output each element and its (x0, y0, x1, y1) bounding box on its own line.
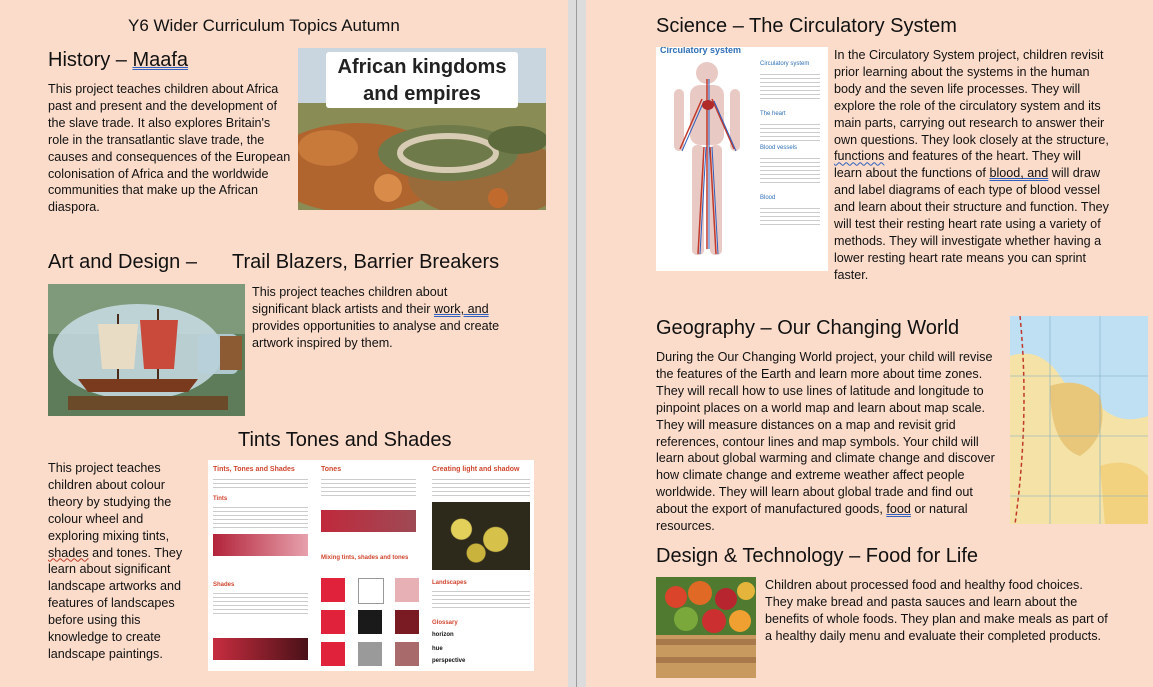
poster-col3-title: Creating light and shadow (432, 466, 520, 473)
science-text-part1: In the Circulatory System project, children revisit prior learning about the systems in the human body and the seven life processes. They will explore the role of the circulatory system and its main parts, carrying out research to answer their own questions. They look closely at the structure, (834, 48, 1109, 147)
poster-apples-image (432, 502, 530, 570)
diagram-label2: The heart (760, 111, 786, 117)
map-illustration (1010, 316, 1148, 524)
poster-col3-sub1: Landscapes (432, 580, 467, 586)
ship-in-bottle-illustration (48, 284, 245, 416)
circulatory-system-image (656, 47, 828, 271)
science-heading: Science – The Circulatory System (656, 15, 957, 37)
poster-text-block (432, 476, 530, 498)
poster-col1-sub2: Shades (213, 582, 235, 588)
poster-colour-square (395, 610, 419, 634)
poster-text-block (213, 504, 308, 530)
science-text-flagged1: functions (834, 149, 885, 164)
diagram-label1: Circulatory system (760, 61, 810, 67)
diagram-label3: Blood vessels (760, 145, 798, 151)
poster-colour-square (395, 642, 419, 666)
tints-poster (208, 460, 534, 671)
history-heading-prefix: History – (48, 49, 133, 71)
science-text-part2: and features of the heart. They will learn about the functions of (834, 149, 1081, 181)
diagram-text-block (760, 155, 820, 185)
african-kingdoms-image (298, 48, 546, 210)
diagram-text-block (760, 71, 820, 101)
poster-colour-square (358, 578, 384, 604)
poster-colour-square (321, 610, 345, 634)
science-text-flagged2: blood, and (989, 166, 1049, 181)
poster-col1-sub1: Tints (213, 496, 228, 502)
poster-colour-square (358, 610, 382, 634)
art-heading-topic: Trail Blazers, Barrier Breakers (232, 251, 500, 273)
tints-text-part2: and tones. They learn about significant landscape artworks and features of landscapes before using this knowledge to create landscape paintings. (48, 545, 183, 661)
poster-col2-sub: Mixing tints, shades and tones (321, 555, 409, 561)
art-text-part2: provides opportunities to analyse and create artwork inspired by them. (252, 318, 500, 350)
poster-glossary-term: perspective (432, 658, 466, 664)
dt-text: Children about processed food and healthy food choices. They make bread and pasta sauces and learn about the benefits of whole foods. They plan and make meals as part of a healthy daily menu and evaluate their completed products. (765, 578, 1108, 643)
image-caption (326, 54, 518, 108)
poster-tints-swatch (213, 534, 308, 556)
diagram-label4: Blood (760, 195, 776, 201)
body-diagram (662, 59, 752, 267)
tints-text-part1: This project teaches children about colour theory by studying the colour wheel and exploring mixing tints, (48, 461, 172, 543)
history-text: This project teaches children about Africa past and present and the development of the slave trade. It also explores Britain's role in the transatlantic slave trade, the causes and consequences of the European colonisation of Africa and the worldwide communities that make up the African diaspora. (48, 82, 291, 215)
science-text (834, 47, 1110, 284)
geography-text-flagged: food (886, 502, 911, 517)
poster-col2-title: Tones (321, 466, 342, 473)
left-page[interactable] (0, 0, 568, 687)
diagram-title: Circulatory system (660, 47, 742, 55)
poster-colour-square (358, 642, 382, 666)
geography-text-part1: During the Our Changing World project, your child will revise the features of the Earth and learn more about time zones. They will recall how to use lines of latitude and longitude to pinpoint places on a world map and learn about map scale. They will measure distances on a map and revisit grid references, contour lines and map symbols. Your child will learn about global warming and climate change and discover how climate change and extreme weather affect people worldwide. They will learn about global trade and find out about the export of manufactured goods, (656, 350, 995, 517)
poster-col1-title: Tints, Tones and Shades (213, 466, 295, 473)
page-separator (576, 0, 577, 687)
poster-text-block (213, 476, 308, 490)
geography-text-part2: or natural resources. (656, 502, 968, 534)
poster-col3-sub2: Glossary (432, 620, 458, 626)
poster-glossary-term: horizon (432, 632, 454, 638)
poster-text-block (213, 590, 308, 616)
diagram-text-block (760, 205, 820, 227)
art-heading-prefix: Art and Design – (48, 251, 197, 273)
ship-in-bottle-image (48, 284, 245, 416)
food-crate-illustration (656, 577, 756, 678)
art-text-flagged: work, and (434, 301, 489, 316)
food-crate-image (656, 577, 756, 678)
poster-colour-square (395, 578, 419, 602)
geography-heading: Geography – Our Changing World (656, 317, 960, 339)
dt-heading: Design & Technology – Food for Life (656, 545, 979, 567)
poster-colour-square (321, 642, 345, 666)
image-caption-line1: African kingdoms (337, 56, 507, 78)
diagram-text-block (760, 121, 820, 143)
page-gutter (568, 0, 586, 687)
image-caption-line2: and empires (363, 83, 481, 105)
poster-shades-swatch (213, 638, 308, 660)
document-title: Y6 Wider Curriculum Topics Autumn (128, 16, 400, 35)
tints-text-flagged: shades (48, 545, 89, 560)
art-text (252, 284, 502, 352)
history-heading (48, 48, 188, 72)
poster-glossary-term: hue (432, 646, 443, 652)
science-text-part3: will draw and label diagrams of each type of blood vessel and learn about their structure and function. They will test their resting heart rate using a variety of methods. They will investigate whether having a lower resting heart rate means you can sprint faster. (834, 166, 1109, 282)
right-page[interactable] (586, 0, 1153, 687)
poster-colour-square (321, 578, 345, 602)
geography-text (656, 349, 1002, 535)
tints-text (48, 460, 190, 663)
poster-text-block (432, 588, 530, 610)
poster-text-block (321, 476, 416, 498)
poster-tones-swatch (321, 510, 416, 532)
art-text-part1: This project teaches children about significant black artists and their (252, 285, 448, 316)
tints-heading: Tints Tones and Shades (238, 429, 452, 451)
world-map-image (1010, 316, 1148, 524)
history-heading-topic: Maafa (132, 49, 189, 71)
